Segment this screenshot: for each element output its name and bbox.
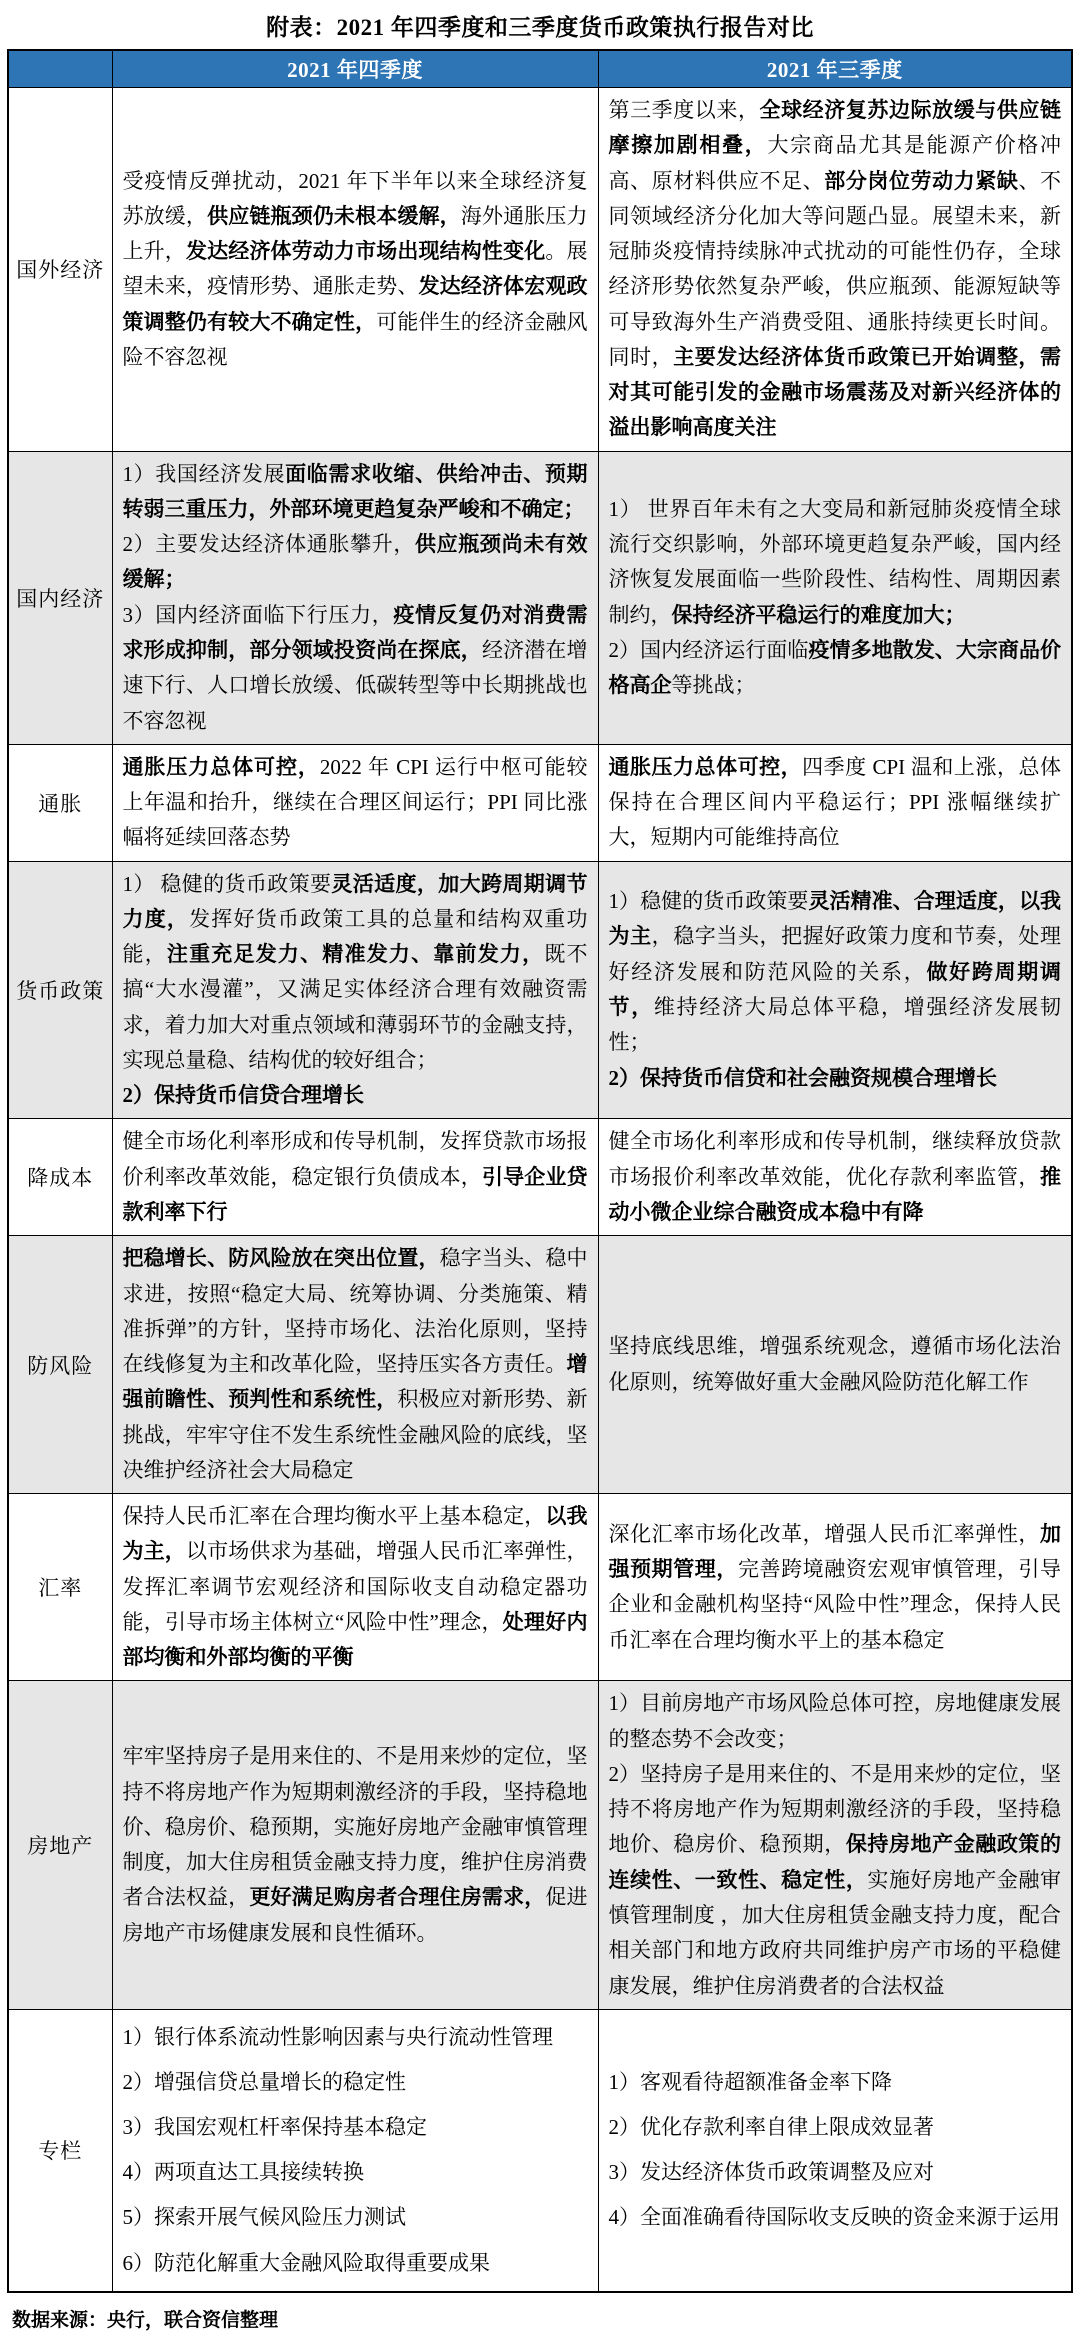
table-row-monetary-policy <box>8 861 1072 1119</box>
page-title: 附表：2021 年四季度和三季度货币政策执行报告对比 <box>266 15 814 40</box>
row-label: 专栏 <box>8 2009 112 2291</box>
row-label: 防风险 <box>8 1236 112 1494</box>
table-row-risk-prevention <box>8 1236 1072 1494</box>
policy-comparison-table <box>7 49 1073 2293</box>
header-q4: 2021 年四季度 <box>112 50 598 88</box>
table-row-domestic-economy <box>8 451 1072 744</box>
q3-cell: 坚持底线思维，增强系统观念，遵循市场化法治化原则，统筹做好重大金融风险防范化解工作 <box>598 1236 1072 1494</box>
row-label: 国外经济 <box>8 88 112 452</box>
q4-cell: 通胀压力总体可控，2022 年 CPI 运行中枢可能较上年温和抬升，继续在合理区间运行；PPI 同比涨幅将延续回落态势 <box>112 744 598 861</box>
q4-cell: 1） 稳健的货币政策要灵活适度，加大跨周期调节力度，发挥好货币政策工具的总量和结构双重功能，注重充足发力、精准发力、靠前发力，既不搞“大水漫灌”，又满足实体经济合理有效融资需求，着力加大对重点领域和薄弱环节的金融支持，实现总量稳、结构优的较好组合； 2）保持货币信贷合理增长 <box>112 861 598 1119</box>
q4-cell: 健全市场化利率形成和传导机制，发挥贷款市场报价利率改革效能，稳定银行负债成本，引导企业贷款利率下行 <box>112 1119 598 1236</box>
q3-cell: 1）客观看待超额准备金率下降 2）优化存款利率自律上限成效显著 3）发达经济体货币政策调整及应对 4）全面准确看待国际收支反映的资金来源于运用 <box>598 2009 1072 2291</box>
q3-cell: 1）目前房地产市场风险总体可控，房地健康发展的整态势不会改变； 2）坚持房子是用来住的、不是用来炒的定位，坚持不将房地产作为短期刺激经济的手段，坚持稳地价、稳房价、稳预期，保持房地产金融政策的连续性、一致性、稳定性，实施好房地产金融审慎管理制度 ，加大住房租赁金融支持力度，配合相关部门和地方政府共同维护房产市场的平稳健康发展，维护住房消费者的合法权益 <box>598 1681 1072 2009</box>
q3-cell: 1）稳健的货币政策要灵活精准、合理适度，以我为主，稳字当头，把握好政策力度和节奏，处理好经济发展和防范风险的关系，做好跨周期调节，维持经济大局总体平稳，增强经济发展韧性； 2）保持货币信贷和社会融资规模合理增长 <box>598 861 1072 1119</box>
header-corner-cell <box>8 50 112 88</box>
q4-cell: 1）银行体系流动性影响因素与央行流动性管理 2）增强信贷总量增长的稳定性 3）我国宏观杠杆率保持基本稳定 4）两项直达工具接续转换 5）探索开展气候风险压力测试 6）防范化解重大金融风险取得重要成果 <box>112 2009 598 2291</box>
row-label: 房地产 <box>8 1681 112 2009</box>
data-source-note: 数据来源：央行，联合资信整理 <box>12 2309 279 2331</box>
q3-cell: 第三季度以来，全球经济复苏边际放缓与供应链摩擦加剧相叠，大宗商品尤其是能源产价格冲高、原材料供应不足、部分岗位劳动力紧缺、不同领域经济分化加大等问题凸显。展望未来，新冠肺炎疫情持续脉冲式扰动的可能性仍存，全球经济形势依然复杂严峻，供应瓶颈、能源短缺等可导致海外生产消费受阻、通胀持续更长时间。同时，主要发达经济体货币政策已开始调整，需对其可能引发的金融市场震荡及对新兴经济体的溢出影响高度关注 <box>598 88 1072 452</box>
header-q3: 2021 年三季度 <box>598 50 1072 88</box>
q3-cell: 健全市场化利率形成和传导机制，继续释放贷款市场报价利率改革效能，优化存款利率监管，推动小微企业综合融资成本稳中有降 <box>598 1119 1072 1236</box>
q3-cell: 通胀压力总体可控，四季度 CPI 温和上涨，总体保持在合理区间内平稳运行；PPI 涨幅继续扩大，短期内可能维持高位 <box>598 744 1072 861</box>
q4-cell: 1）我国经济发展面临需求收缩、供给冲击、预期转弱三重压力，外部环境更趋复杂严峻和不确定； 2）主要发达经济体通胀攀升，供应瓶颈尚未有效缓解； 3）国内经济面临下行压力，疫情反复仍对消费需求形成抑制，部分领域投资尚在探底，经济潜在增速下行、人口增长放缓、低碳转型等中长期挑战也不容忽视 <box>112 451 598 744</box>
row-label: 货币政策 <box>8 861 112 1119</box>
q3-cell: 深化汇率市场化改革，增强人民币汇率弹性，加强预期管理，完善跨境融资宏观审慎管理，引导企业和金融机构坚持“风险中性”理念，保持人民币汇率在合理均衡水平上的基本稳定 <box>598 1494 1072 1681</box>
q4-cell: 保持人民币汇率在合理均衡水平上基本稳定，以我为主，以市场供求为基础，增强人民币汇率弹性，发挥汇率调节宏观经济和国际收支自动稳定器功能，引导市场主体树立“风险中性”理念，处理好内部均衡和外部均衡的平衡 <box>112 1494 598 1681</box>
table-row-inflation <box>8 744 1072 861</box>
table-row-columns <box>8 2009 1072 2291</box>
table-row-exchange-rate <box>8 1494 1072 1681</box>
q3-cell: 1） 世界百年未有之大变局和新冠肺炎疫情全球流行交织影响，外部环境更趋复杂严峻，国内经济恢复发展面临一些阶段性、结构性、周期因素制约，保持经济平稳运行的难度加大； 2）国内经济运行面临疫情多地散发、大宗商品价格高企等挑战； <box>598 451 1072 744</box>
row-label: 降成本 <box>8 1119 112 1236</box>
table-row-cost-reduction <box>8 1119 1072 1236</box>
q4-cell: 把稳增长、防风险放在突出位置，稳字当头、稳中求进，按照“稳定大局、统筹协调、分类施策、精准拆弹”的方针，坚持市场化、法治化原则，坚持在线修复为主和改革化险，坚持压实各方责任。增强前瞻性、预判性和系统性，积极应对新形势、新挑战，牢牢守住不发生系统性金融风险的底线，坚决维护经济社会大局稳定 <box>112 1236 598 1494</box>
row-label: 汇率 <box>8 1494 112 1681</box>
row-label: 国内经济 <box>8 451 112 744</box>
q4-cell: 受疫情反弹扰动，2021 年下半年以来全球经济复苏放缓，供应链瓶颈仍未根本缓解，海外通胀压力上升，发达经济体劳动力市场出现结构性变化。展望未来，疫情形势、通胀走势、发达经济体宏观政策调整仍有较大不确定性，可能伴生的经济金融风险不容忽视 <box>112 88 598 452</box>
table-row-foreign-economy <box>8 88 1072 452</box>
table-row-real-estate <box>8 1681 1072 2009</box>
q4-cell: 牢牢坚持房子是用来住的、不是用来炒的定位，坚持不将房地产作为短期刺激经济的手段，坚持稳地价、稳房价、稳预期，实施好房地产金融审慎管理制度，加大住房租赁金融支持力度，维护住房消费者合法权益，更好满足购房者合理住房需求，促进房地产市场健康发展和良性循环。 <box>112 1681 598 2009</box>
row-label: 通胀 <box>8 744 112 861</box>
header-row <box>8 50 1072 88</box>
